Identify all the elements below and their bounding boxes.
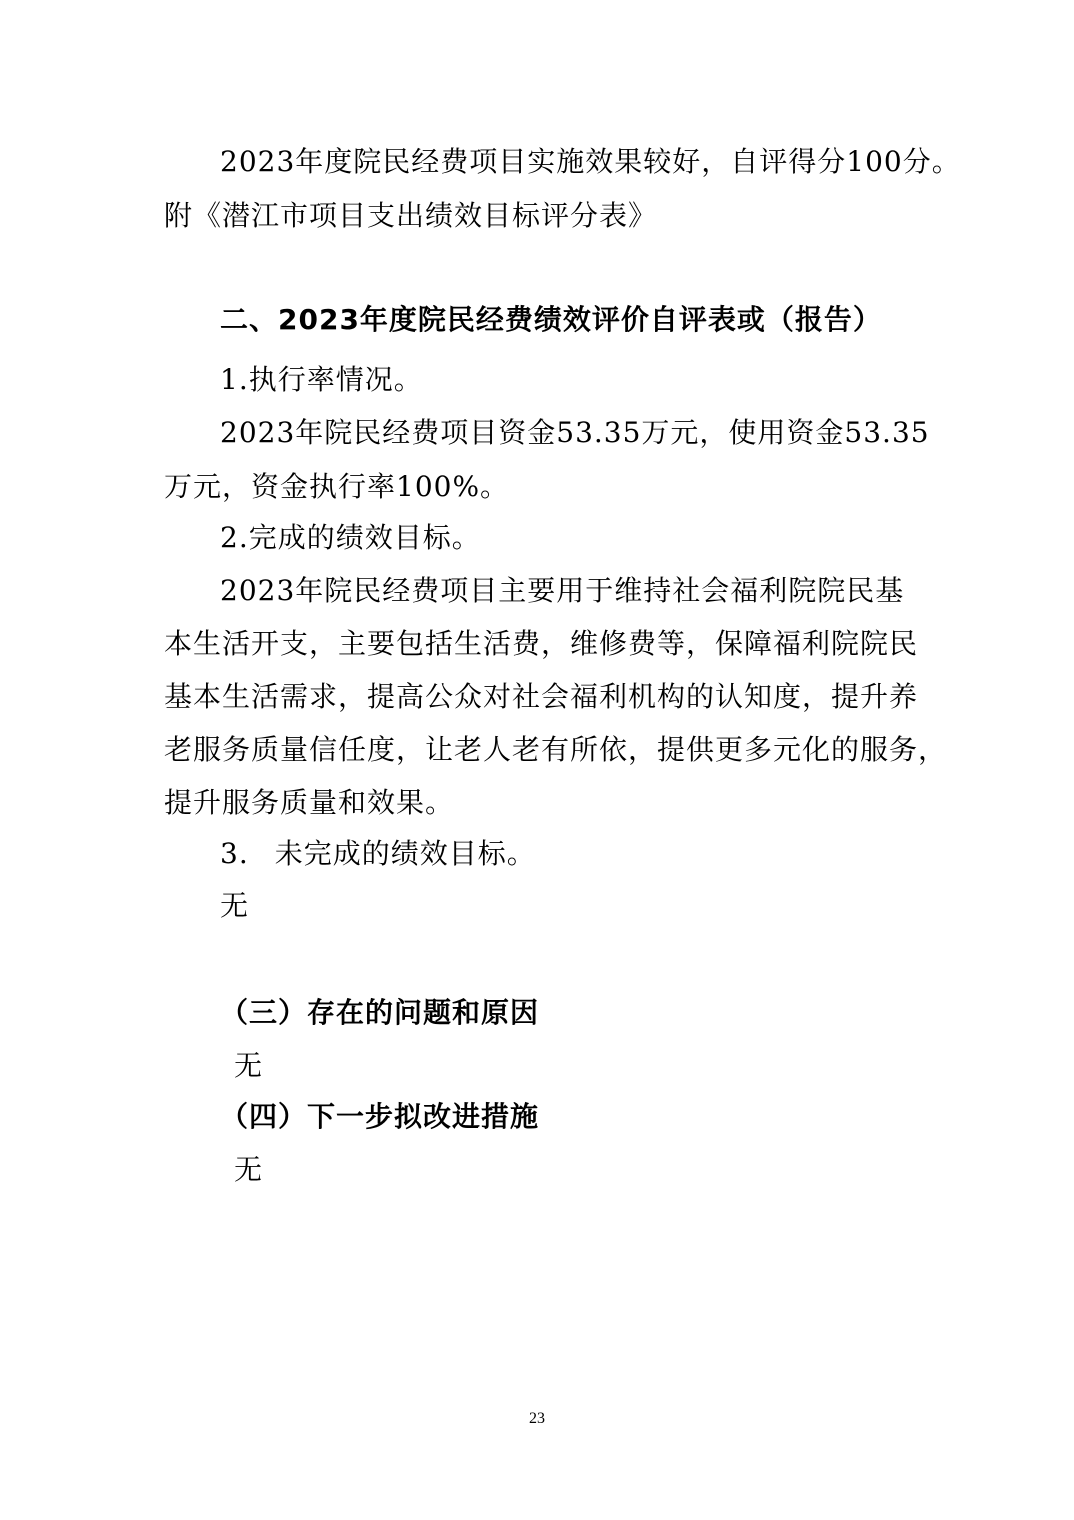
item1-heading: 1.执行率情况。	[220, 363, 423, 396]
section4-body: 无	[234, 1153, 264, 1186]
item3-heading-text: 未完成的绩效目标。	[274, 837, 536, 870]
item3-number: 3.	[220, 837, 249, 870]
section3-body: 无	[234, 1049, 264, 1082]
item1-body-line-2: 万元，资金执行率100%。	[164, 470, 510, 503]
item2-body-line-1: 2023年院民经费项目主要用于维持社会福利院院民基	[220, 574, 905, 607]
section4-title: （四）下一步拟改进措施	[220, 1100, 540, 1133]
section3-title: （三）存在的问题和原因	[220, 996, 540, 1029]
item2-body-line-4: 老服务质量信任度，让老人老有所依，提供更多元化的服务，	[164, 733, 948, 766]
item3-heading	[220, 834, 536, 874]
item1-body-line-1: 2023年院民经费项目资金53.35万元，使用资金53.35	[220, 416, 930, 449]
section2-title: 二、2023年度院民经费绩效评价自评表或（报告）	[220, 303, 882, 336]
item2-body-line-3: 基本生活需求，提高公众对社会福利机构的认知度，提升养	[164, 680, 919, 713]
item2-body-line-2: 本生活开支，主要包括生活费，维修费等，保障福利院院民	[164, 627, 919, 660]
item3-body: 无	[220, 889, 250, 922]
item2-body-line-5: 提升服务质量和效果。	[164, 786, 455, 819]
page-number: 23	[529, 1410, 545, 1427]
summary-line-1: 2023年度院民经费项目实施效果较好，自评得分100分。	[220, 145, 961, 178]
summary-line-2: 附《潜江市项目支出绩效目标评分表》	[164, 199, 658, 232]
item2-heading: 2.完成的绩效目标。	[220, 521, 481, 554]
